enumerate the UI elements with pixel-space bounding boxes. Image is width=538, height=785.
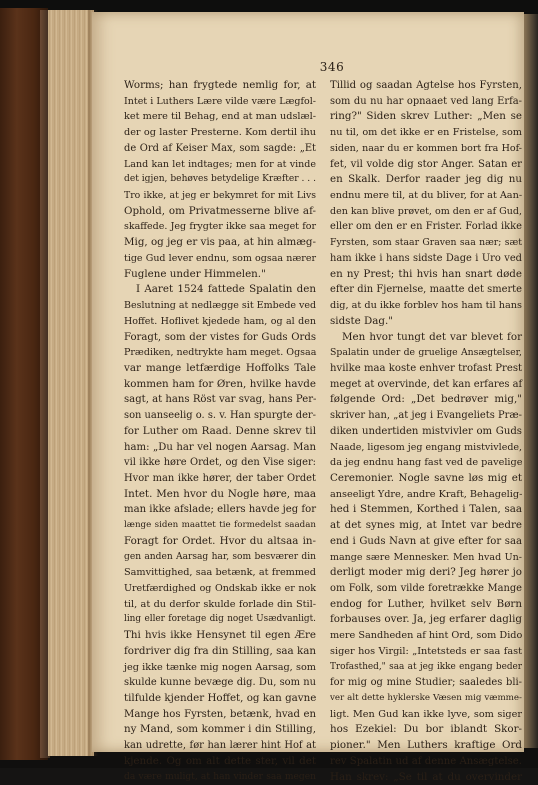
text-line: Mig, og jeg er vis paa, at hin almæg- (124, 236, 316, 249)
text-line: Land kan let indtages; men for at vinde (124, 158, 316, 170)
text-line: det igjen, behøves betydelige Kræfter . . . (124, 174, 316, 185)
text-line: fet, vil volde dig stor Anger. Satan er (330, 158, 522, 170)
page-number: 346 (319, 60, 345, 74)
text-line: som du nu har opnaaet ved lang Erfa- (330, 95, 522, 107)
text-line: hvilke maa koste enhver trofast Prest (330, 362, 523, 374)
text-line: ham: „Du har vel nogen Aarsag. Man (124, 441, 316, 453)
text-line: tilfulde kjender Hoffet, og kan gavne (124, 692, 317, 705)
text-line: meget at overvinde, det kan erfares af (330, 378, 523, 390)
text-line: jeg ikke tænke mig nogen Aarsag, som (124, 661, 316, 673)
text-line: Samvittighed, saa betænk, at fremmed (124, 567, 316, 579)
text-line: nu til, om det ikke er en Fristelse, som (330, 127, 522, 139)
text-line: endog for Luther, hvilket selv Børn (330, 597, 522, 610)
text-line: Han skrev: „Se til at du overvinder (330, 770, 522, 783)
text-line: Trofasthed," saa at jeg ikke engang beder (330, 661, 522, 672)
text-line: siger hos Virgil: „Intetsteds er saa fast (330, 645, 522, 657)
text-line: end i Guds Navn at give efter for saa (330, 535, 522, 547)
text-line: ket mere til Behag, end at man udslæl- (124, 111, 316, 123)
text-line: Fyrsten, som staar Graven saa nær; sæt (330, 237, 522, 249)
text-line: ny Mand, som kommer i din Stilling, (124, 723, 316, 736)
text-line: skaffede. Jeg frygter ikke saa meget for (124, 221, 316, 233)
text-line: mange sære Mennesker. Men hvad Un- (330, 551, 522, 563)
text-line: man ikke afslade; ellers havde jeg for (124, 504, 317, 516)
text-line: hos Ezekiel: Du bor iblandt Skor- (330, 723, 522, 736)
text-line: da være muligt, at han vinder saa megen (124, 771, 316, 782)
book-right-edge (524, 14, 538, 748)
text-line: ring?" Siden skrev Luther: „Men se (330, 110, 522, 123)
text-line: ligt. Men Gud kan ikke lyve, som siger (330, 708, 522, 720)
text-line: hed i Stemmen, Korthed i Talen, saa (330, 503, 522, 516)
text-line: eller om den er en Frister. Forlad ikke (330, 221, 522, 233)
text-line: ham ikke i hans sidste Dage i Uro ved (330, 252, 522, 264)
text-line: Intet i Luthers Lære vilde være Lægfol- (124, 95, 316, 107)
text-line: Prædiken, nedtrykte ham meget. Ogsaa (124, 347, 317, 359)
text-line: diken undertiden mistvivler om Guds (330, 425, 522, 437)
text-line: om Folk, som vilde foretrække Mange (330, 583, 522, 594)
text-line: dig, at du ikke forblev hos ham til hans (330, 300, 523, 312)
text-line: for Luther om Raad. Denne skrev til (124, 424, 316, 437)
text-line: en ny Prest; thi hvis han snart døde (330, 267, 522, 280)
text-line: der og laster Presterne. Kom dertil ihu (124, 127, 316, 139)
text-line: pioner." Men Luthers kraftige Ord (330, 739, 522, 752)
left-text-column (124, 78, 316, 785)
text-line: efter din Fjernelse, maatte det smerte (330, 284, 522, 296)
text-line: at det synes mig, at Intet var bedre (330, 519, 522, 532)
text-line: Fuglene under Himmelen." (124, 267, 266, 280)
text-line: Ceremonier. Nogle savne løs mig et (330, 471, 522, 484)
text-line: til, at du derfor skulde forlade din Stil- (124, 598, 316, 610)
text-line: kan udrette, før han lærer hint Hof at (124, 740, 316, 752)
text-line: Uretfærdighed og Ondskab ikke er nok (124, 583, 316, 594)
text-line: derligt moder mig deri? Jeg hører jo (330, 566, 522, 579)
text-line: Spalatin under de gruelige Ansægtelser, (330, 347, 522, 359)
text-line: Foragt for Ordet. Hvor du altsaa in- (124, 534, 316, 547)
text-line: vil ikke høre Ordet, og den Vise siger: (124, 457, 316, 469)
text-line: ver alt dette hyklerske Væsen mig væmme- (330, 693, 522, 704)
text-line: Foragt, som der vistes for Guds Ords (124, 331, 316, 343)
text-line: fordriver dig fra din Stilling, saa kan (124, 644, 316, 657)
text-line: skriver han, „at jeg i Evangeliets Præ- (330, 410, 522, 422)
text-line: Worms; han frygtede nemlig for, at (124, 79, 316, 91)
text-line: Tro ikke, at jeg er bekymret for mit Livs (124, 190, 316, 202)
text-line: Men hvor tungt det var blevet for (342, 330, 522, 343)
text-line: sagt, at hans Röst var svag, hans Per- (124, 394, 317, 406)
text-line: sidste Dag." (330, 314, 393, 327)
text-line: siden, naar du er kommen bort fra Hof- (330, 142, 522, 154)
text-line: rev Spalatin ud af denne Ansægtelse. (330, 755, 522, 767)
text-line: følgende Ord: „Det bedrøver mig," (330, 393, 522, 406)
text-line: Intet. Men hvor du Nogle høre, maa (124, 487, 316, 500)
right-text-column (330, 78, 522, 785)
text-line: Tillid og saadan Agtelse hos Fyrsten, (330, 80, 522, 91)
text-line: kommen ham for Øren, hvilke havde (124, 377, 316, 390)
text-line: forbauses over. Ja, jeg erfarer daglig (330, 613, 522, 626)
text-line: længe siden maattet tie formedelst saadan (124, 520, 316, 531)
text-line: Naade, ligesom jeg engang mistvivlede, (330, 441, 523, 453)
text-line: I Aaret 1524 fattede Spalatin den (136, 283, 316, 296)
text-line: da jeg endnu hang fast ved de pavelige (330, 457, 523, 469)
text-line: ling eller foretage dig noget Usædvanligt. (124, 614, 316, 625)
text-line: for mig og mine Studier; saaledes bli- (330, 677, 522, 689)
text-line: Ophold, om Privatmesserne blive af- (124, 204, 316, 217)
text-line: tige Gud lever endnu, som ogsaa nærer (124, 252, 316, 264)
text-line: Mange hos Fyrsten, betænk, hvad en (124, 708, 316, 720)
text-line: endnu mere til, at du bliver, for at Aan- (330, 190, 523, 202)
text-line: son uanseelig o. s. v. Han spurgte der- (124, 410, 316, 422)
text-line: mere Sandheden af hint Ord, som Dido (330, 630, 523, 642)
text-line: den kan blive prøvet, om den er af Gud, (330, 205, 522, 217)
text-line: Hvor man ikke hører, der taber Ordet (124, 472, 316, 484)
text-line: gen anden Aarsag har, som besværer din (124, 551, 316, 562)
text-line: var mange letfærdige Hoffolks Tale (124, 361, 316, 374)
text-line: Hoffet. Hoflivet kjedede ham, og al den (124, 315, 316, 327)
text-line: Thi hvis ikke Hensynet til egen Ære (124, 629, 316, 642)
text-line: skulde kunne bevæge dig. Du, som nu (124, 677, 316, 689)
text-line: Beslutning at nedlægge sit Embede ved (124, 300, 317, 312)
text-line: de Ord af Keiser Max, som sagde: „Et (124, 142, 316, 154)
text-line: anseeligt Ydre, andre Kraft, Behagelig- (330, 488, 523, 500)
text-line: en Skalk. Derfor raader jeg dig nu (330, 173, 522, 186)
text-line: kjende. Og om alt dette ster, vil det (124, 754, 316, 767)
